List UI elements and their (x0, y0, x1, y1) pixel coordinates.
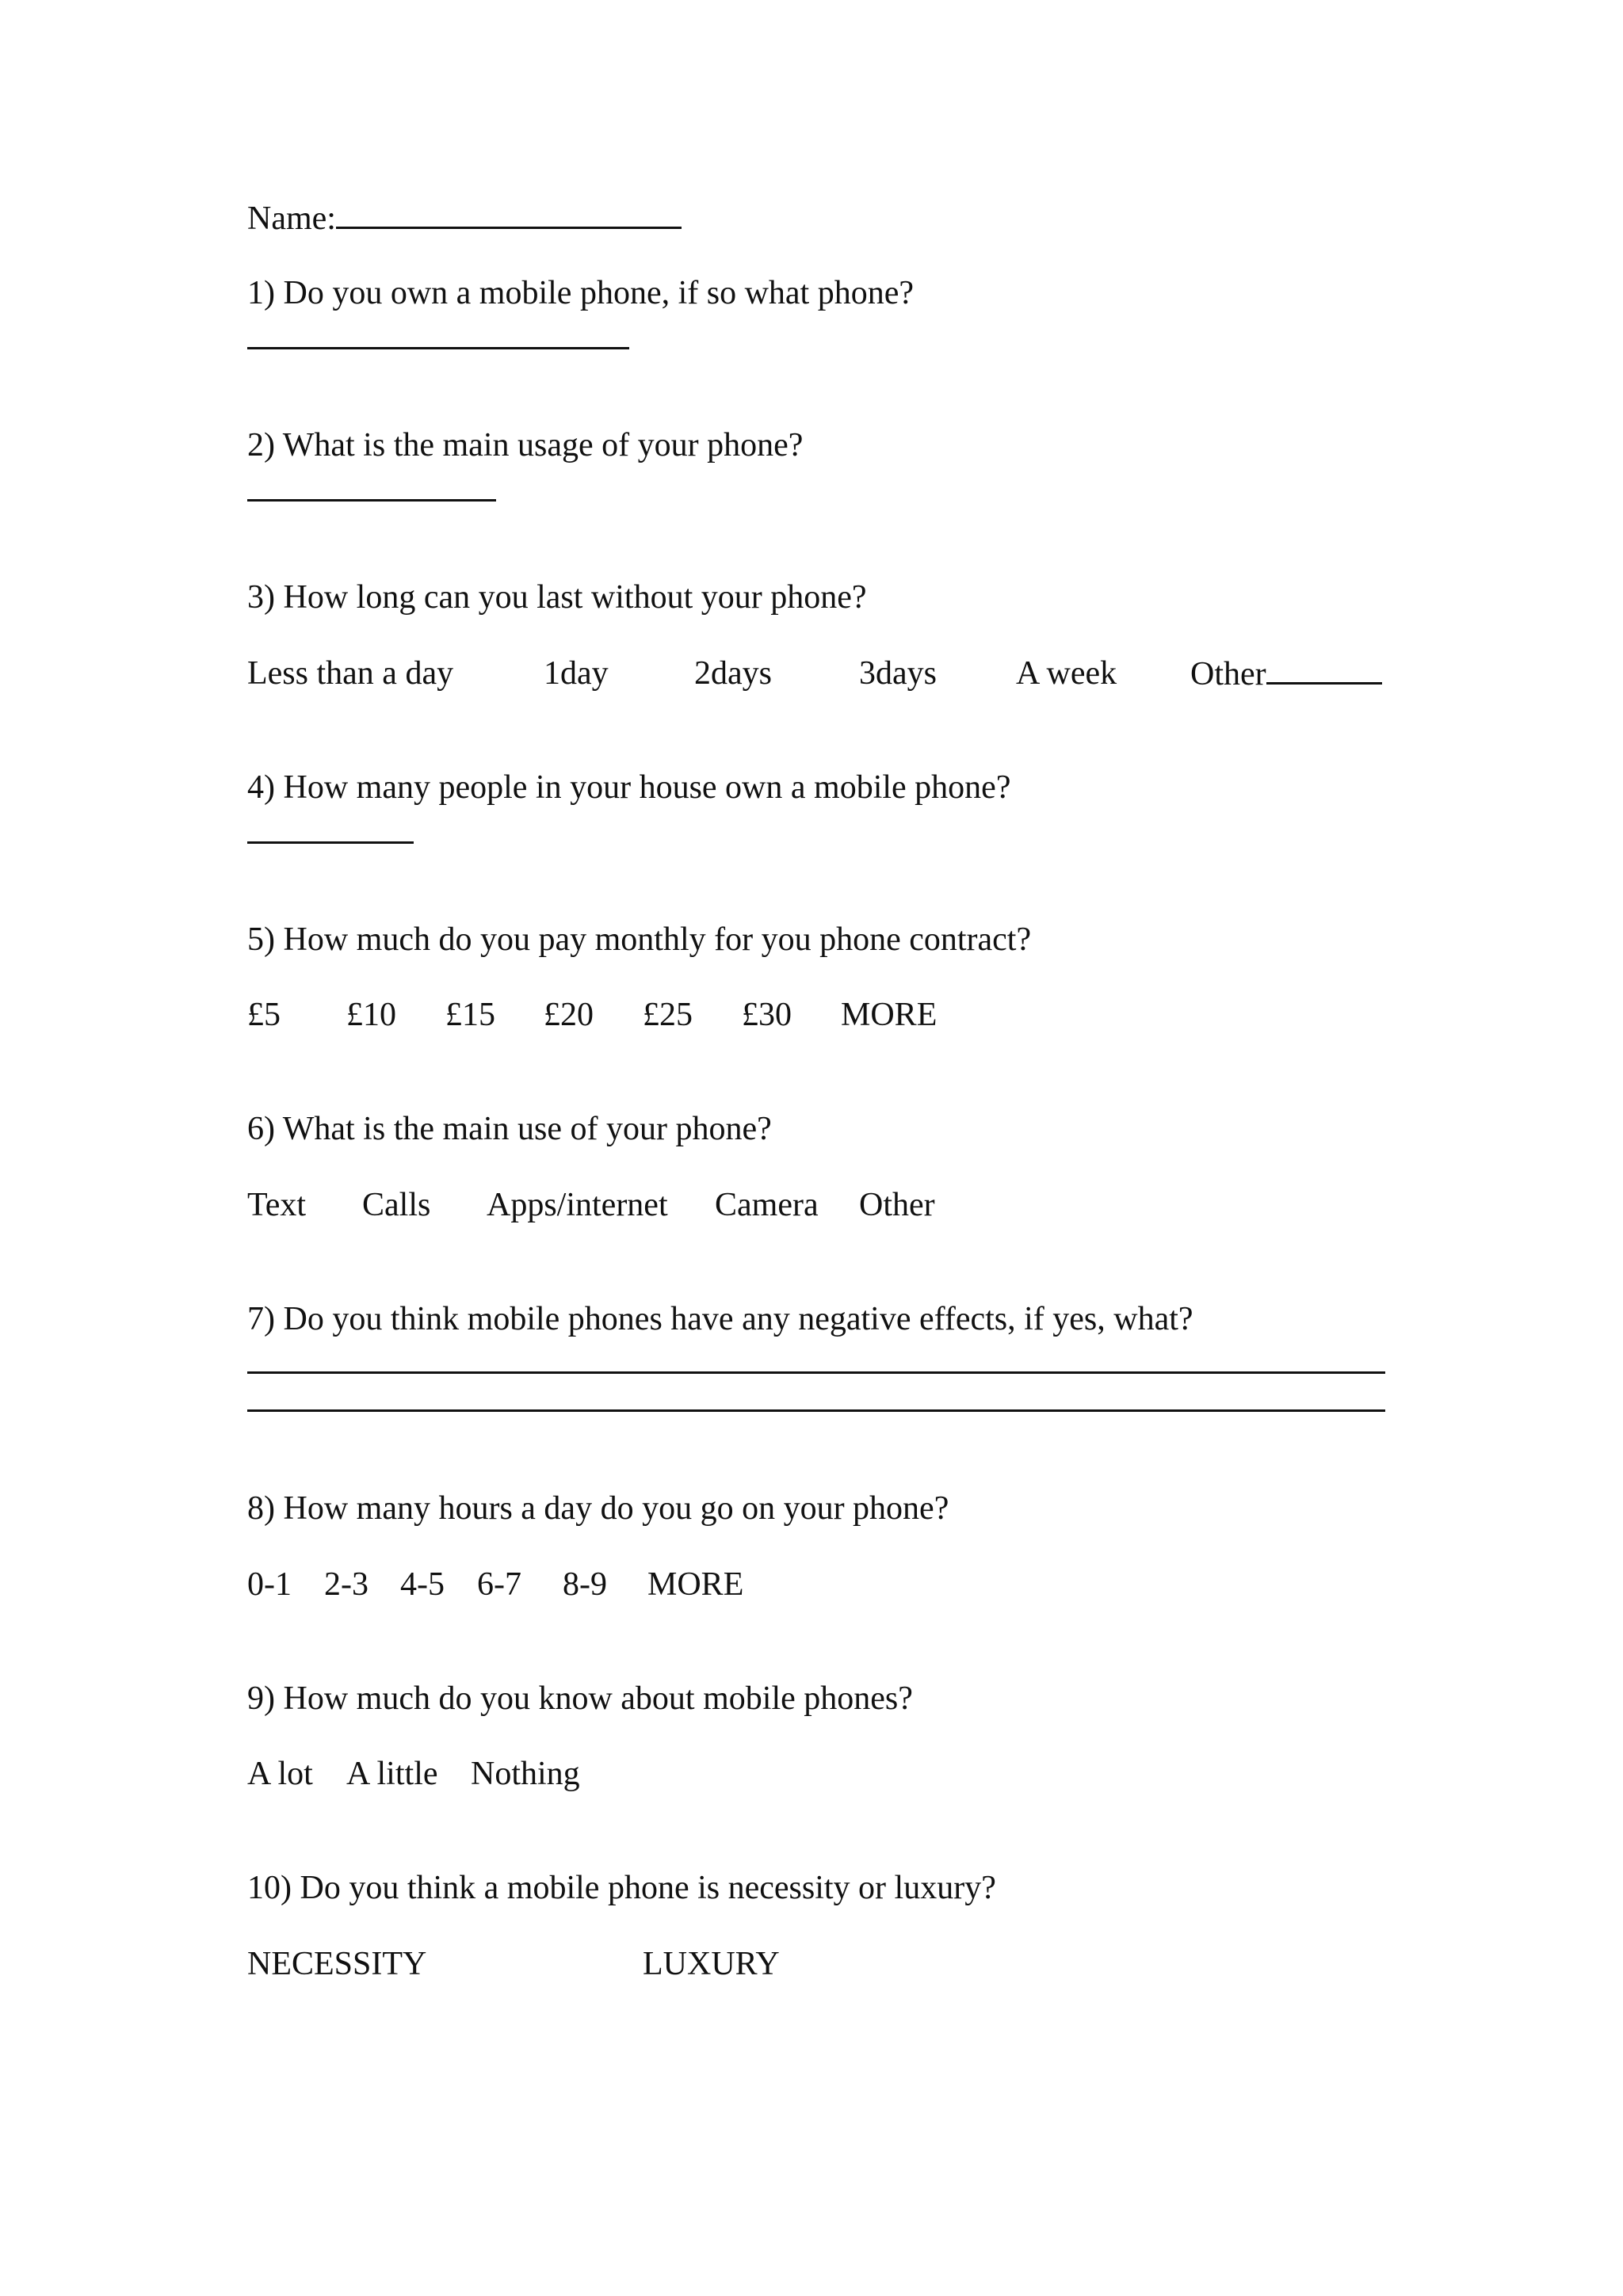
question-1: 1) Do you own a mobile phone, if so what phone? (247, 275, 915, 311)
question-2: 2) What is the main usage of your phone? (247, 427, 804, 463)
q9-option-a-lot[interactable]: A lot (247, 1756, 313, 1792)
q3-option-1day[interactable]: 1day (544, 655, 609, 692)
q6-option-other[interactable]: Other (859, 1187, 935, 1223)
q3-other-line[interactable] (1266, 654, 1382, 685)
q5-option-5[interactable]: £5 (247, 997, 281, 1033)
name-answer-line[interactable] (336, 198, 682, 229)
q8-option-4-5[interactable]: 4-5 (400, 1566, 445, 1603)
q9-option-nothing[interactable]: Nothing (471, 1756, 580, 1792)
q3-option-a-week[interactable]: A week (1016, 655, 1117, 692)
q6-option-text[interactable]: Text (247, 1187, 307, 1223)
question-1-answer-line[interactable] (247, 347, 629, 349)
q5-option-10[interactable]: £10 (346, 997, 396, 1033)
question-8: 8) How many hours a day do you go on your phone? (247, 1490, 949, 1527)
q9-option-a-little[interactable]: A little (346, 1756, 438, 1792)
q8-option-2-3[interactable]: 2-3 (324, 1566, 369, 1603)
question-10: 10) Do you think a mobile phone is necessity or luxury? (247, 1870, 996, 1906)
q3-other-label: Other (1190, 656, 1266, 692)
q5-option-15[interactable]: £15 (445, 997, 495, 1033)
q5-option-20[interactable]: £20 (544, 997, 594, 1033)
question-7-answer-line-2[interactable] (247, 1409, 1385, 1412)
q3-option-less-than-a-day[interactable]: Less than a day (247, 655, 454, 692)
question-4: 4) How many people in your house own a mobile phone? (247, 769, 1011, 806)
q5-option-30[interactable]: £30 (742, 997, 792, 1033)
q8-option-6-7[interactable]: 6-7 (477, 1566, 521, 1603)
question-6: 6) What is the main use of your phone? (247, 1111, 772, 1147)
q8-option-0-1[interactable]: 0-1 (247, 1566, 292, 1603)
q6-option-apps-internet[interactable]: Apps/internet (487, 1187, 668, 1223)
name-label: Name: (247, 200, 336, 237)
question-9: 9) How much do you know about mobile phones? (247, 1680, 913, 1717)
q5-option-25[interactable]: £25 (643, 997, 693, 1033)
q8-option-8-9[interactable]: 8-9 (563, 1566, 607, 1603)
q3-option-other[interactable] (1190, 654, 1382, 694)
question-7: 7) Do you think mobile phones have any negative effects, if yes, what? (247, 1301, 1193, 1337)
q6-option-calls[interactable]: Calls (362, 1187, 431, 1223)
q10-option-luxury[interactable]: LUXURY (643, 1946, 780, 1982)
q8-option-more[interactable]: MORE (647, 1566, 744, 1603)
q5-option-more[interactable]: MORE (841, 997, 938, 1033)
name-row (247, 198, 682, 238)
question-3: 3) How long can you last without your phone? (247, 579, 867, 616)
question-5: 5) How much do you pay monthly for you phone contract? (247, 921, 1032, 958)
question-2-answer-line[interactable] (247, 499, 496, 502)
question-7-answer-line-1[interactable] (247, 1371, 1385, 1374)
q3-option-3days[interactable]: 3days (859, 655, 937, 692)
q10-option-necessity[interactable]: NECESSITY (247, 1946, 427, 1982)
question-4-answer-line[interactable] (247, 841, 414, 844)
q3-option-2days[interactable]: 2days (694, 655, 772, 692)
q6-option-camera[interactable]: Camera (715, 1187, 819, 1223)
